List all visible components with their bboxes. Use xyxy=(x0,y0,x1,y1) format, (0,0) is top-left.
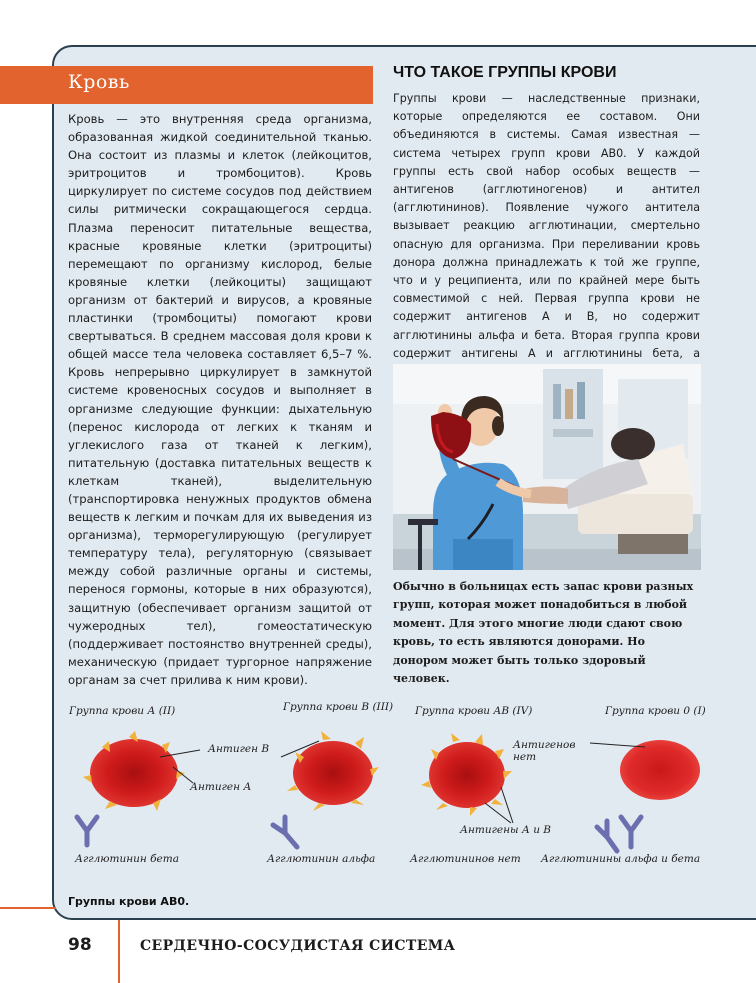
antigen-b-label: Антиген В xyxy=(208,743,270,755)
cell-group-ab xyxy=(421,733,513,823)
section-header-bar xyxy=(0,66,373,104)
section-header-title: Кровь xyxy=(68,71,130,93)
photo-caption: Обычно в больницах есть запас крови разных групп, которая может понадобиться в любой момент. Для этого многие люди сдают свою кровь, то есть являются донорами. Но донором может быть только здоровый человек. xyxy=(393,580,694,686)
group-0-title: Группа крови 0 (I) xyxy=(605,705,706,717)
antigens-a-b-label: Антигены А и В xyxy=(460,824,552,836)
antigen-a-label: Антиген А xyxy=(190,781,252,793)
page-number: 98 xyxy=(68,935,92,955)
agglutinins-alpha-beta-label: Агглютинины альфа и бета xyxy=(541,853,701,865)
cell-group-b xyxy=(281,731,379,811)
agglutinin-alpha-label: Агглютинин альфа xyxy=(267,853,376,865)
agglutinin-beta-icon xyxy=(77,817,97,845)
agglutinin-alpha-icon xyxy=(273,817,297,847)
abo-diagram xyxy=(55,695,745,880)
no-agglutinins-label: Агглютининов нет xyxy=(410,853,521,865)
agglutinins-alpha-beta-icon xyxy=(597,817,641,851)
blood-groups-text: Группы крови — наследственные признаки, которые определяются ее составом. Они объединяются в системы. Самая известная — система четырех групп крови АВ0. У каждой группы есть свой набор особых веществ — антигенов (агглютиногенов) и антител (агглютининов). Появление чужого антитела вызывает реакцию агглютинации, смертельно опасную для организма. При переливании кровь донора должна принадлежать к той же группе, что и у реципиента, или по крайней мере быть совместимой с ней. Первая группа крови не содержит антигенов А и В, но содержит агглютинины альфа и бета. Вторая группа крови содержит антигены А и агглютинины бета, а xyxy=(393,92,700,360)
cell-group-0 xyxy=(590,740,700,800)
agglutinin-beta-label: Агглютинин бета xyxy=(75,853,179,865)
footer-divider xyxy=(118,920,120,983)
running-title: СЕРДЕЧНО-СОСУДИСТАЯ СИСТЕМА xyxy=(140,938,456,954)
blood-intro-text: Кровь — это внутренняя среда организма, образованная жидкой соединительной тканью. Она состоит из плазмы и клеток (лейкоцитов, эритроцитов и тромбоцитов). Кровь циркулирует по системе сосудов под действием силы ритмически сокращающегося сердца. Плазма переносит питательные вещества, красные кровяные клетки (эритроциты) перемещают по организму кислород, белые кровяные клетки (лейкоциты) защищают организм от бактерий и вирусов, а кровяные пластинки (тромбоциты) помогают крови свертываться. В среднем массовая доля крови к общей массе тела человека составляет 6,5–7 %. Кровь непрерывно циркулирует в замкнутой системе кровеносных сосудов и выполняет в организме следующие функции: дыхательную (перенос кислорода от легких к тканям и углекислого газа от тканей к легким), питательную (доставка питательных веществ к клеткам тканей), выделительную (транспортировка ненужных продуктов обмена веществ к легким и почкам для их выведения из организма), терморегулирующую (регулирует температуру тела), регуляторную (связывает между собой различные органы и системы, перенося гормоны, которые в них образуются), защитную (обеспечивает организм защитой от чужеродных тел), гомеостатическую (поддерживает постоянство внутренней среды), механическую (придает тургорное напряжение органам за счет прилива к ним крови). xyxy=(68,112,372,687)
blood-groups-title: ЧТО ТАКОЕ ГРУППЫ КРОВИ xyxy=(393,64,617,81)
cell-group-a xyxy=(83,731,200,811)
group-a-title: Группа крови А (II) xyxy=(69,705,176,717)
no-antigens-label: Антигенов нет xyxy=(513,739,576,763)
footer-accent-line xyxy=(0,907,56,909)
diagram-caption: Группы крови АВ0. xyxy=(68,895,190,908)
blood-donation-photo xyxy=(393,364,701,570)
group-ab-title: Группа крови АВ (IV) xyxy=(415,705,533,717)
group-b-title: Группа крови В (III) xyxy=(283,701,394,713)
